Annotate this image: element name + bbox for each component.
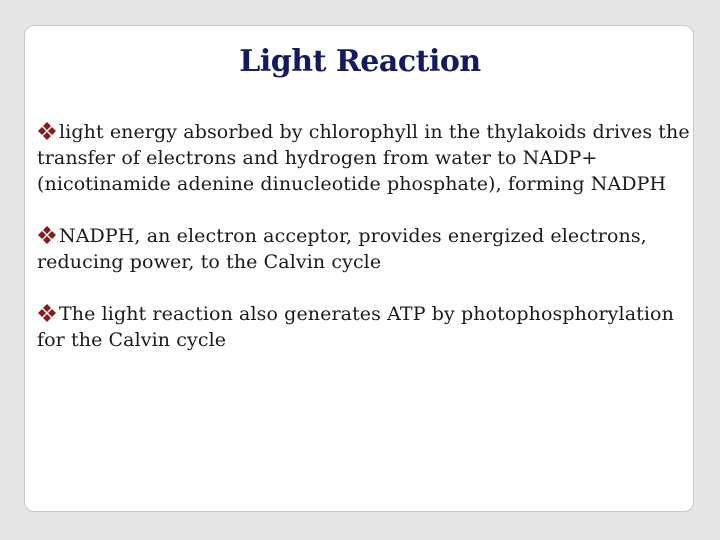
- bullet-list: [37, 119, 692, 353]
- bullet-item-3: [37, 301, 692, 353]
- bullet-item-2: [37, 223, 692, 275]
- four-petal-bullet-icon: [37, 121, 57, 141]
- bullet-text-2: NADPH, an electron acceptor, provides energized electrons, reducing power, to the Calvin cycle: [37, 225, 647, 273]
- slide-title: Light Reaction: [239, 44, 481, 79]
- bullet-text-3: The light reaction also generates ATP by photophosphorylation for the Calvin cycle: [37, 303, 674, 351]
- bullet-text-1: light energy absorbed by chlorophyll in the thylakoids drives the transfer of electrons and hydrogen from water to NADP+ (nicotinamide adenine dinucleotide phosphate), forming NADPH: [37, 121, 690, 195]
- four-petal-bullet-icon: [37, 225, 57, 245]
- bullet-item-1: [37, 119, 692, 197]
- four-petal-bullet-icon: [37, 303, 57, 323]
